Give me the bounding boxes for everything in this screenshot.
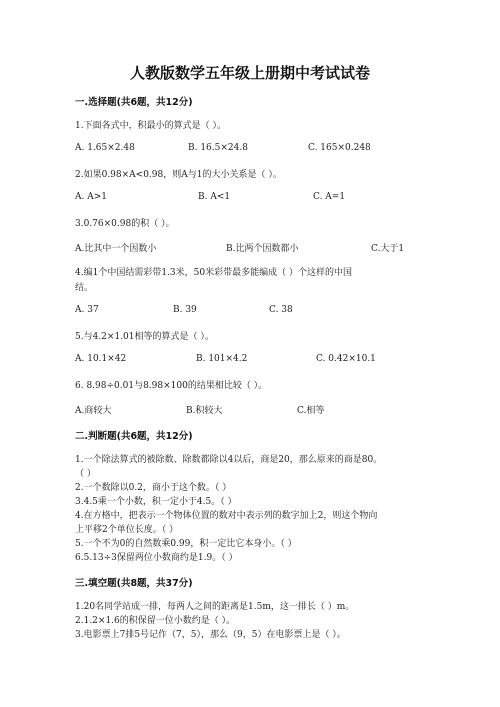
section-heading-fill: 三.填空题(共8题，共37分) [75, 578, 193, 589]
fill-line: 1.20名同学站成一排，每两人之间的距离是1.5m，这一排长（ ）m。 [75, 602, 355, 612]
fill-line: 2.1.2×1.6的积保留一位小数约是（ ）。 [75, 616, 236, 626]
option-a: A. 37 [75, 305, 99, 315]
question-4-line1: 4.编1个中国结需彩带1.3米，50米彩带最多能编成（ ）个这样的中国 [75, 268, 352, 278]
judge-line: 3.4.5乘一个小数，积一定小于4.5。（ ） [75, 497, 237, 507]
section-heading-choice: 一.选择题(共6题，共12分) [75, 97, 193, 108]
option-b: B.积较大 [186, 406, 223, 416]
option-b: B.比两个因数都小 [226, 244, 299, 254]
judge-line: 6.5.13÷3保留两位小数商约是1.9。（ ） [75, 553, 238, 563]
question-6: 6. 8.98÷0.01与8.98×100的结果相比较（ ）。 [75, 381, 268, 391]
option-b: B. 39 [173, 305, 197, 315]
question-3: 3.0.76×0.98的积（ ）。 [75, 219, 175, 229]
judge-line: （ ） [75, 469, 96, 479]
page-title: 人教版数学五年级上册期中考试试卷 [129, 64, 370, 82]
option-b: B. 16.5×24.8 [188, 143, 248, 153]
option-c: C.相等 [297, 406, 325, 416]
fill-line: 3.电影票上7排5号记作（7，5），那么（9，5）在电影票上是（ ）。 [75, 630, 346, 640]
option-c: C. A=1 [313, 192, 346, 202]
option-a: A. 1.65×2.48 [75, 143, 135, 153]
judge-line: 2.一个数除以0.2，商小于这个数。（ ） [75, 483, 232, 493]
option-b: B. 101×4.2 [196, 354, 248, 364]
option-c: C. 0.42×10.1 [316, 354, 376, 364]
judge-line: 1.一个除法算式的被除数、除数都除以4以后，商是20，那么原来的商是80。 [75, 455, 383, 465]
question-1: 1.下面各式中，积最小的算式是（ ）。 [75, 121, 226, 131]
option-b: B. A<1 [198, 192, 231, 202]
option-c: C. 38 [269, 305, 293, 315]
judge-line: 4.在方格中，把表示一个物体位置的数对中表示列的数字加上2，则这个物向 [75, 511, 378, 521]
option-c: C.大于1 [371, 244, 405, 254]
question-2: 2.如果0.98×A<0.98，则A与1的大小关系是（ ）。 [75, 170, 282, 180]
question-5: 5.与4.2×1.01相等的算式是（ ）。 [75, 332, 214, 342]
option-a: A.比其中一个因数小 [75, 244, 157, 254]
judge-line: 上平移2个单位长度。（ ） [75, 525, 179, 535]
judge-line: 5.一个不为0的自然数乘0.99，积一定比它本身小。（ ） [75, 539, 297, 549]
option-a: A. A>1 [75, 192, 107, 202]
option-a: A.商较大 [75, 406, 112, 416]
question-4-line2: 结。 [75, 283, 94, 293]
section-heading-judge: 二.判断题(共6题，共12分) [75, 431, 193, 442]
option-c: C. 165×0.248 [308, 143, 371, 153]
option-a: A. 10.1×42 [75, 354, 127, 364]
